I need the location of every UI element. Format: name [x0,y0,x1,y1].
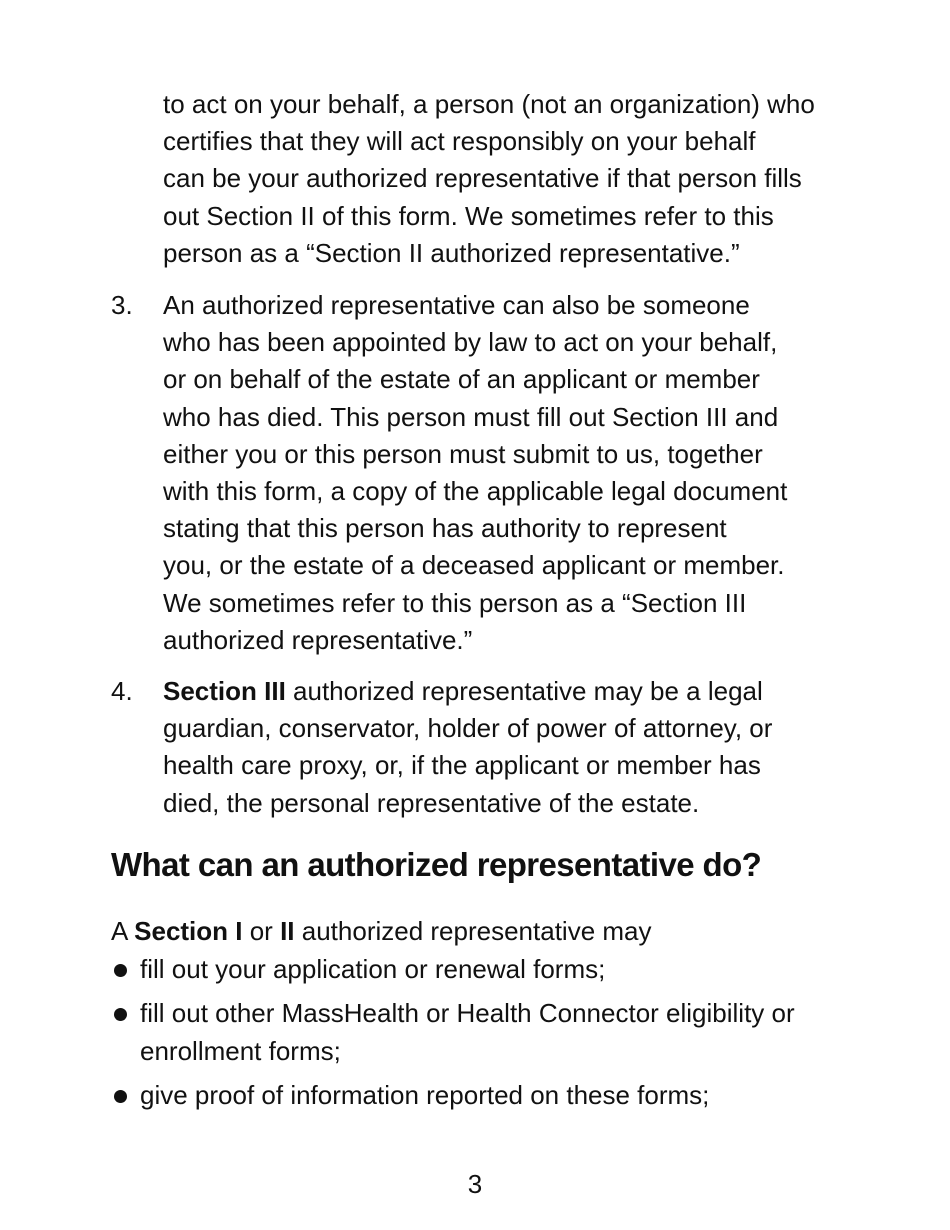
item-3-line: An authorized representative can also be someone [163,290,750,320]
bullet-dot-icon [114,1090,127,1103]
bullet-dot-icon [114,1008,127,1021]
item-4-text [163,673,863,822]
item-3-text [163,287,863,659]
intro-bold-section-i: Section I [134,916,243,946]
intro-bold-ii: II [280,916,295,946]
bullet-text: fill out other MassHealth or Health Connector eligibility or [140,998,795,1028]
bullet-text: fill out your application or renewal forms; [140,954,606,984]
item-3-line: authorized representative.” [163,624,473,655]
section-heading: What can an authorized representative do? [111,846,762,883]
bullet-text: give proof of information reported on these forms; [140,1080,710,1110]
intro-prefix: A [111,916,135,946]
item-2-line: can be your authorized representative if that person fills [163,163,802,194]
intro-suffix: authorized representative may [294,916,652,946]
item-3-line: who has been appointed by law to act on your behalf, [163,327,778,358]
item-4-line [163,673,863,710]
item-4-line1-rest: authorized representative may be a legal [285,676,763,706]
item-3-line: or on behalf of the estate of an applicant or member [163,364,760,395]
item-3-line: stating that this person has authority to represent [163,513,727,544]
item-4-line: health care proxy, or, if the applicant or member has [163,750,761,781]
item-4-line: died, the personal representative of the estate. [163,787,700,818]
item-4-line: guardian, conservator, holder of power of attorney, or [163,713,773,744]
item-2-line: person as a “Section II authorized representative.” [163,237,740,268]
item-3-line: you, or the estate of a deceased applicant or member. [163,550,785,581]
item-3-line: We sometimes refer to this person as a “Section III [163,587,747,618]
item-4-bold-lead: Section III [163,676,286,706]
item-2-line: out Section II of this form. We sometimes refer to this [163,200,774,231]
bullet-item [111,951,871,989]
item-2-line: certifies that they will act responsibly on your behalf [163,126,756,157]
item-3-line: with this form, a copy of the applicable legal document [163,476,788,507]
page-number: 3 [467,1169,483,1199]
item-2-line: to act on your behalf, a person (not an organization) who [163,89,815,119]
bullet-dot-icon [114,964,127,977]
item-3-number: 3. [111,290,133,320]
item-3-line: who has died. This person must fill out Section III and [163,401,779,432]
intro-middle: or [242,916,281,946]
bullet-item [111,995,871,1070]
bullet-item [111,1077,871,1115]
item-2-continuation [163,86,863,272]
intro-line [111,913,871,950]
item-3-line: either you or this person must submit to us, together [163,438,763,469]
bullet-text: enrollment forms; [140,1035,341,1066]
item-4-number: 4. [111,676,133,706]
